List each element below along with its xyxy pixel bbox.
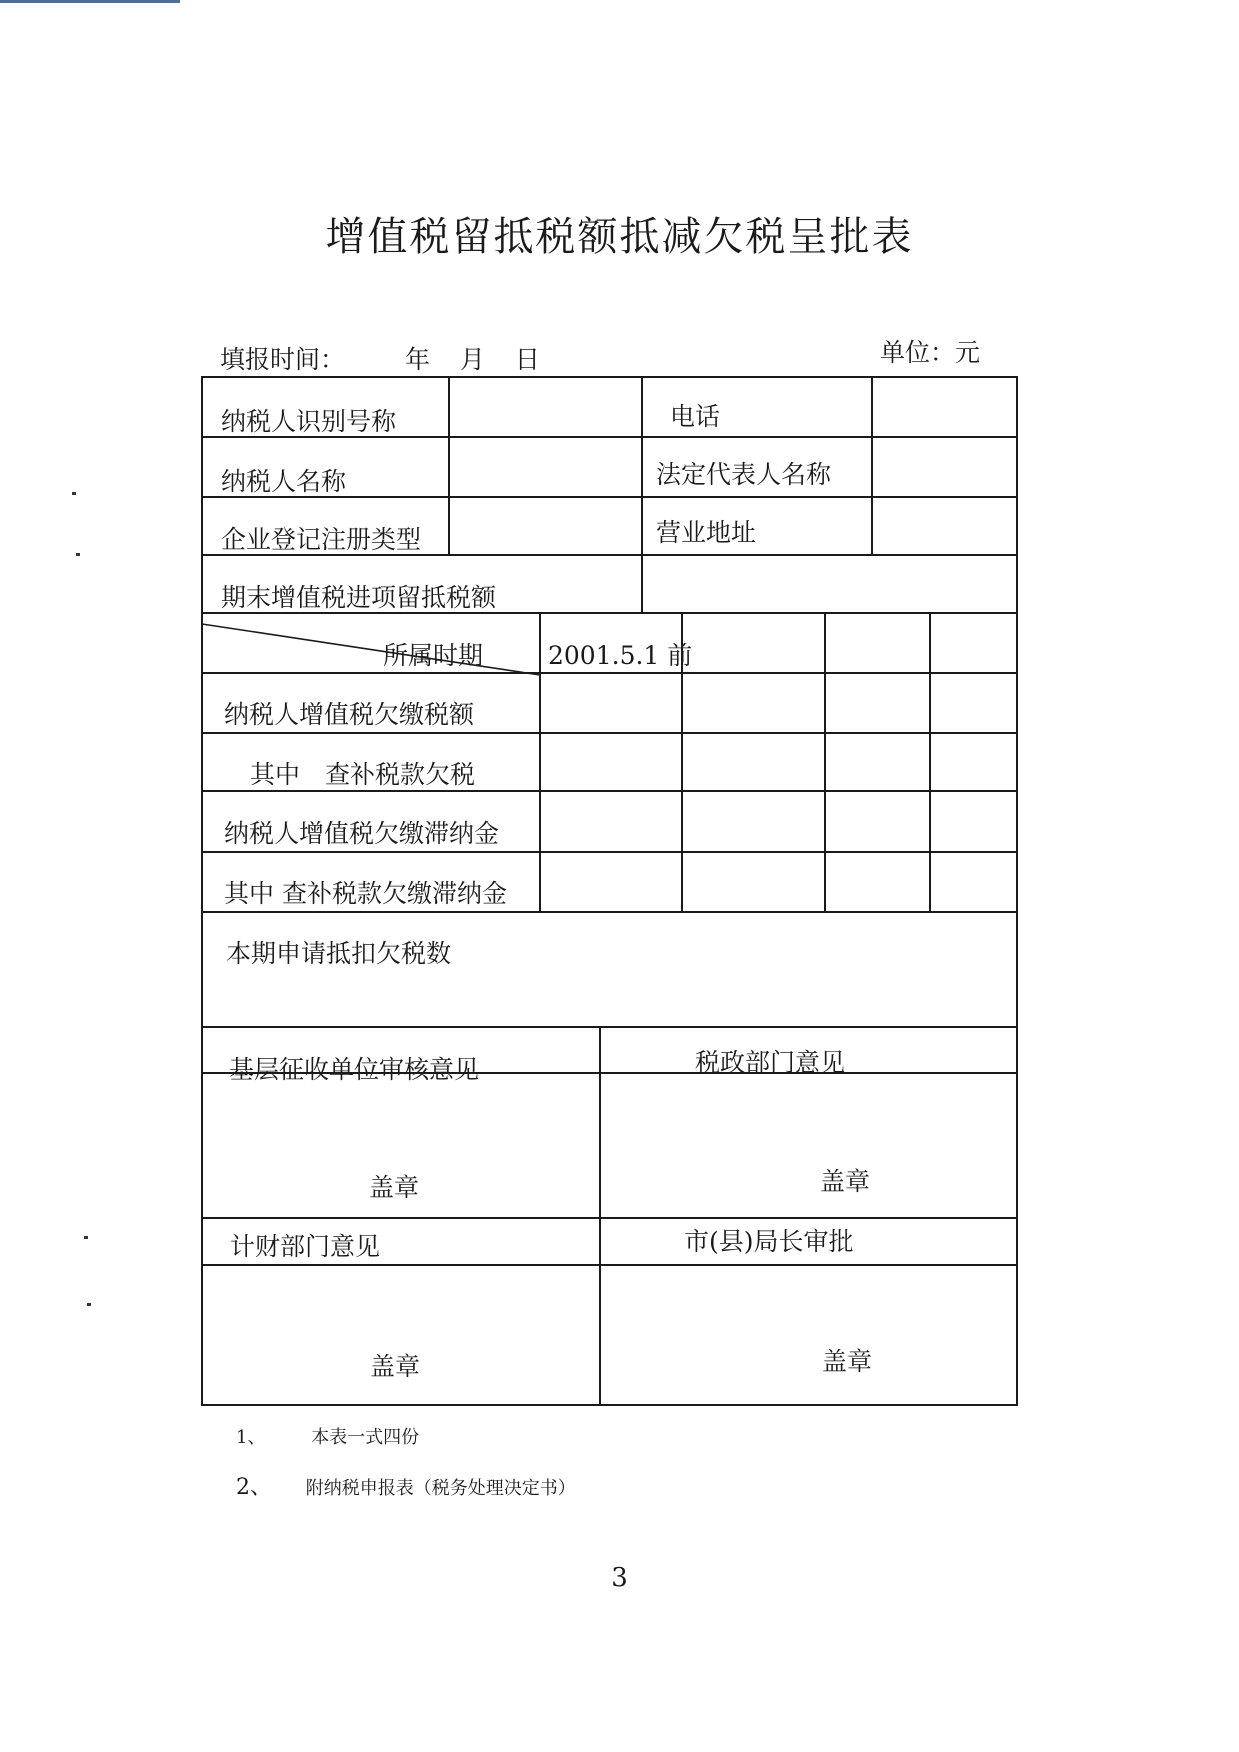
- seal-director: 盖章: [822, 1347, 873, 1376]
- note-2: [236, 1470, 576, 1501]
- month-label: 月: [459, 345, 485, 374]
- page-number: 3: [611, 1563, 628, 1593]
- note-1: [236, 1423, 419, 1449]
- note-2-text: 附纳税申报表（税务处理决定书）: [305, 1478, 576, 1499]
- note-2-num: 2、: [236, 1475, 272, 1500]
- legal-rep-label: 法定代表人名称: [656, 460, 832, 489]
- director-approval-label: 市(县)局长审批: [684, 1227, 854, 1256]
- scan-speck: [87, 1303, 91, 1306]
- apply-offset-label: 本期申请抵扣欠税数: [226, 939, 452, 968]
- fill-time-label: 填报时间：: [220, 345, 346, 374]
- taxpayer-id-field[interactable]: [458, 390, 633, 430]
- unit-label: 单位：元: [880, 338, 981, 367]
- scan-speck: [72, 492, 76, 495]
- phone-field[interactable]: [880, 385, 1008, 430]
- taxpayer-name-field[interactable]: [458, 445, 633, 490]
- audit-arrears-label: 其中 查补税款欠税: [250, 760, 476, 789]
- period-header-label: 所属时期: [383, 641, 484, 670]
- seal-finance: 盖章: [370, 1352, 421, 1381]
- seal-grassroots: 盖章: [369, 1173, 420, 1202]
- address-field[interactable]: [880, 505, 1008, 550]
- reg-type-label: 企业登记注册类型: [221, 525, 422, 554]
- form-title: 增值税留抵税额抵减欠税呈批表: [325, 214, 914, 260]
- address-label: 营业地址: [656, 518, 757, 547]
- vat-late-fee-label: 纳税人增值税欠缴滞纳金: [224, 819, 500, 848]
- taxpayer-name-label: 纳税人名称: [221, 467, 347, 496]
- reg-type-field[interactable]: [458, 505, 633, 550]
- period-end-credit-label: 期末增值税进项留抵税额: [221, 583, 497, 612]
- phone-label: 电话: [670, 402, 721, 431]
- legal-rep-field[interactable]: [880, 445, 1008, 490]
- period-end-credit-field[interactable]: [650, 563, 1010, 608]
- scan-speck: [76, 553, 80, 556]
- tax-dept-opinion-label: 税政部门意见: [695, 1048, 846, 1077]
- day-label: 日: [514, 345, 540, 374]
- note-1-num: 1、: [236, 1427, 266, 1448]
- vat-arrears-label: 纳税人增值税欠缴税额: [224, 700, 475, 729]
- grassroots-opinion-label: 基层征收单位审核意见: [229, 1055, 480, 1084]
- year-label: 年: [404, 345, 430, 374]
- audit-late-fee-label: 其中 查补税款欠缴滞纳金: [224, 879, 507, 908]
- period-col-2001-label: 2001.5.1 前: [548, 641, 693, 670]
- seal-tax-dept: 盖章: [820, 1167, 871, 1196]
- finance-opinion-label: 计财部门意见: [230, 1232, 381, 1261]
- scan-speck: [84, 1236, 88, 1239]
- note-1-text: 本表一式四份: [311, 1427, 420, 1448]
- taxpayer-id-label: 纳税人识别号称: [221, 407, 397, 436]
